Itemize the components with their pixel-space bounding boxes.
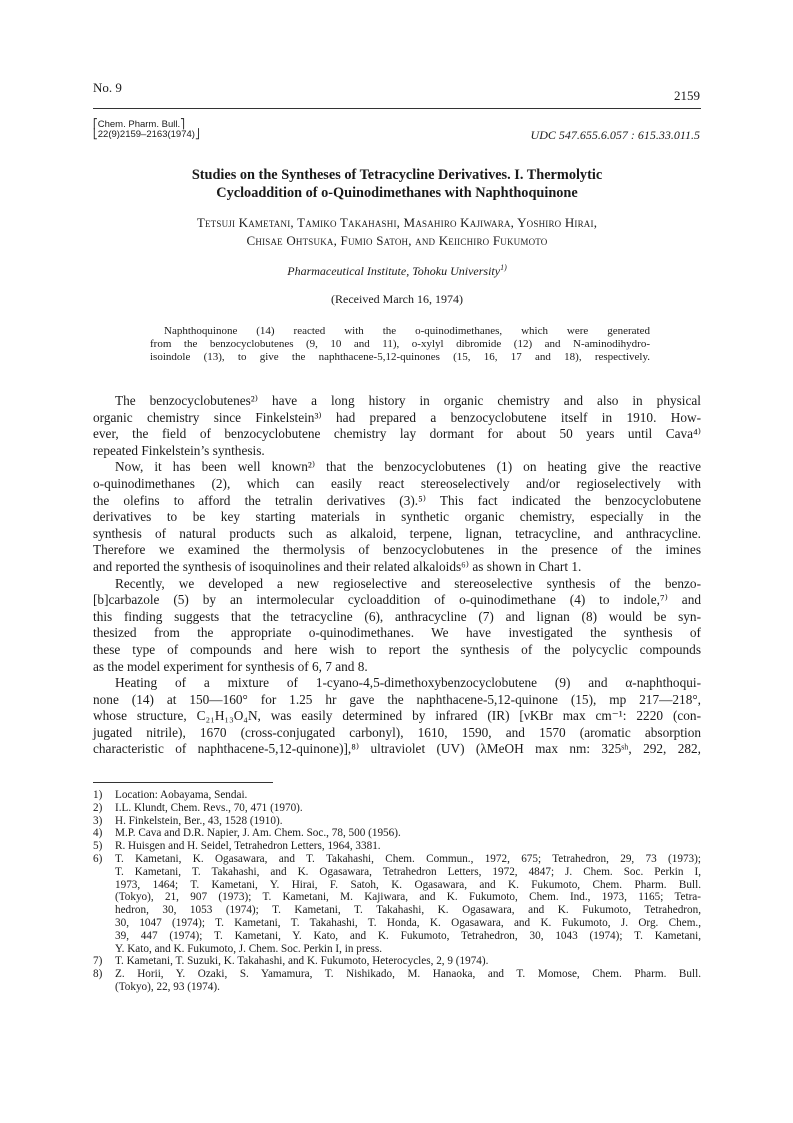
journal-reference (93, 120, 200, 140)
body-line: Now, it has been well known²⁾ that the benzocyclobutenes (1) on heating give the reactive (115, 459, 701, 475)
footnote-item (93, 789, 701, 802)
footnote-line: Z. Horii, Y. Ozaki, S. Yamamura, T. Nishikado, M. Hanaoka, and T. Momose, Chem. Pharm. Bull. (115, 968, 701, 981)
abstract-line: from the benzocyclobutenes (9, 10 and 11), o-xylyl dibromide (12) and N-aminodihydro- (150, 337, 650, 350)
page-number: 2159 (674, 88, 700, 103)
body-line: as the model experiment for synthesis of 6, 7 and 8. (93, 658, 368, 674)
body-line: and reported the synthesis of isoquinolines and their related alkaloids⁶⁾ as shown in Chart 1. (93, 558, 582, 574)
abstract-line: Naphthoquinone (14) reacted with the o-quinodimethanes, which were generated (164, 325, 650, 337)
footnote-item (93, 802, 701, 815)
body-line: o-quinodimethanes (2), which can easily react stereoselectively and/or regioselectively with (93, 475, 701, 491)
body-text (93, 393, 701, 758)
body-line: derivatives to be key starting materials in synthetic organic chemistry, especially in the (93, 509, 701, 525)
footnote-line: T. Kametani, T. Takahashi, and K. Ogasawara, Tetrahedron Letters, 1972, 4847; J. Chem. Soc. Perkin I, (115, 865, 701, 878)
footnote-line: I.L. Klundt, Chem. Revs., 70, 471 (1970). (115, 801, 303, 814)
footnote-rule (93, 782, 273, 783)
footnote-item (93, 840, 701, 853)
header-rule (93, 108, 701, 109)
body-line: whose structure, C₂₁H₁₃O₄N, was easily determined by infrared (IR) [νKBr max cm⁻¹: 2220 (con- (93, 708, 701, 724)
body-line: thesized from the appropriate o-quinodimethanes. We have investigated the synthesis of (93, 625, 701, 641)
footnote-number: 2) (93, 801, 103, 814)
body-line: this finding suggests that the tetracycline (6), anthracycline (7) and lignan (8) would be syn- (93, 608, 701, 624)
journal-reference-line: ⎡Chem. Pharm. Bull.⎤ (93, 119, 185, 130)
institution-name: Pharmaceutical Institute, Tohoku University (287, 264, 501, 278)
title-line: Cycloaddition of o-Quinodimethanes with Naphthoquinone (216, 185, 578, 201)
footnote-number: 8) (93, 968, 103, 981)
footnote-line: H. Finkelstein, Ber., 43, 1528 (1910). (115, 814, 283, 827)
institution (93, 264, 701, 279)
footnotes (93, 789, 701, 994)
body-line: synthesis of natural products such as alkaloid, terpene, lignan, tetracycline, and anthracycline. (93, 525, 701, 541)
footnote-item (93, 955, 701, 968)
author-line: Tetsuji Kametani, Tamiko Takahashi, Masahiro Kajiwara, Yoshiro Hirai, (196, 215, 598, 230)
body-line: none (14) at 150—160° for 1.25 hr gave the naphthacene-5,12-quinone (15), mp 217—218°, (93, 691, 701, 707)
abstract-line: isoindole (13), to give the naphthacene-5,12-quinones (15, 16, 17 and 18), respectively. (150, 350, 650, 363)
footnote-item (93, 827, 701, 840)
body-line: these type of compounds and here wish to report the synthesis of the polycyclic compounds (93, 641, 701, 657)
udc-code: UDC 547.655.6.057 : 615.33.011.5 (530, 128, 700, 142)
footnote-line: T. Kametani, T. Suzuki, K. Takahashi, and K. Fukumoto, Heterocycles, 2, 9 (1974). (115, 955, 489, 968)
body-line: The benzocyclobutenes²⁾ have a long history in organic chemistry and also in physical (115, 393, 701, 408)
journal-reference-line: ⎣22(9)2159–2163(1974)⎦ (93, 129, 200, 140)
body-line: Therefore we examined the thermolysis of benzocyclobutenes in the presence of the imines (93, 542, 701, 558)
footnote-line: 30, 1047 (1974); T. Kametani, T. Takahashi, T. Honda, K. Ogasawara, and K. Fukumoto, J. Org. Chem., (115, 916, 701, 929)
footnote-number: 6) (93, 852, 103, 865)
received-date: (Received March 16, 1974) (331, 292, 463, 306)
footnote-number: 4) (93, 827, 103, 840)
footnote-item (93, 815, 701, 828)
footnote-item (93, 968, 701, 994)
article-title (93, 166, 701, 202)
body-line: Heating of a mixture of 1-cyano-4,5-dimethoxybenzocyclobutene (9) and α-naphthoqui- (115, 675, 701, 691)
footnote-number: 3) (93, 814, 103, 827)
footnote-line: 39, 447 (1974); T. Kametani, Y. Kato, and K. Fukumoto, Tetrahedron, 30, 1043 (1974); T. Kametani, (115, 929, 701, 942)
footnote-line: R. Huisgen and H. Seidel, Tetrahedron Letters, 1964, 3381. (115, 840, 381, 853)
footnote-line: 1973, 1464; T. Kametani, Y. Hirai, F. Satoh, K. Ogasawara, and K. Fukumoto, Chem. Pharm. Bull. (115, 878, 701, 891)
footnote-line: Y. Kato, and K. Fukumoto, J. Chem. Soc. Perkin I, in press. (115, 942, 383, 955)
author-line: Chisae Ohtsuka, Fumio Satoh, and Keiichiro Fukumoto (246, 233, 548, 248)
abstract (150, 325, 650, 363)
body-line: jugated nitrile), 1670 (cross-conjugated carbonyl), 1610, 1590, and 1570 (aromatic absorption (93, 724, 701, 740)
footnote-line: M.P. Cava and D.R. Napier, J. Am. Chem. Soc., 78, 500 (1956). (115, 827, 401, 840)
footnote-number: 1) (93, 789, 103, 801)
body-line: Recently, we developed a new regioselective and stereoselective synthesis of the benzo- (115, 575, 701, 591)
title-line: Studies on the Syntheses of Tetracycline Derivatives. I. Thermolytic (191, 167, 603, 183)
body-line: ever, the field of benzocyclobutene chemistry lay dormant for about 50 years until Cava⁴⁾ (93, 426, 701, 442)
footnote-item (93, 853, 701, 955)
footnote-line: Location: Aobayama, Sendai. (115, 789, 248, 801)
footnote-line: T. Kametani, K. Ogasawara, and T. Takahashi, Chem. Commun., 1972, 675; Tetrahedron, 29, 73 (1973); (115, 852, 701, 865)
footnote-line: (Tokyo), 22, 93 (1974). (115, 980, 220, 993)
institution-footnote-mark: 1) (500, 263, 507, 272)
body-line: the olefins to afford the tetralin derivatives (3).⁵⁾ This fact indicated the benzocyclobutene (93, 492, 701, 508)
footnote-number: 5) (93, 840, 103, 853)
footnote-line: (Tokyo), 21, 907 (1973); T. Kametani, M. Kajiwara, and K. Fukumoto, Chem. Ind., 1973, 1165; Tetra- (115, 891, 701, 904)
body-line: repeated Finkelstein’s synthesis. (93, 442, 265, 458)
footnote-line: hedron, 30, 1053 (1974); T. Kametani, T. Takahashi, K. Ogasawara, and K. Fukumoto, Tetrahedron, (115, 904, 701, 917)
footnote-number: 7) (93, 955, 103, 968)
body-line: characteristic of naphthacene-5,12-quinone)],⁸⁾ ultraviolet (UV) (λMeOH max nm: 325ˢʰ, 292, 282, (93, 741, 701, 757)
body-line: organic chemistry since Finkelstein³⁾ had prepared a benzocyclobutene itself in 1910. How- (93, 409, 701, 425)
issue-number: No. 9 (93, 80, 122, 95)
author-list (93, 214, 701, 250)
body-line: [b]carbazole (5) by an intermolecular cycloaddition of o-quinodimethane (4) to indole,⁷⁾ and (93, 592, 701, 608)
